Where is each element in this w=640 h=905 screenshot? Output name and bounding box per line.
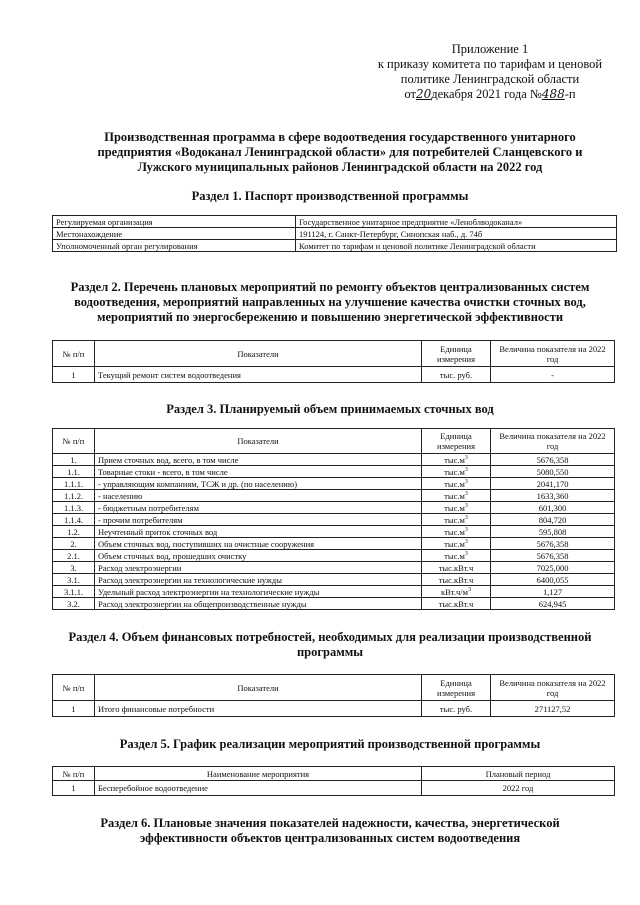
row-unit — [422, 701, 491, 717]
row-unit-sup: 3 — [464, 478, 468, 485]
table-row — [53, 781, 615, 796]
row-value: 1633,360 — [491, 490, 615, 502]
table-header-row — [53, 341, 615, 367]
row-unit-sup: 3 — [464, 526, 468, 533]
header-name: Показатели — [95, 675, 422, 701]
header-name: Показатели — [95, 429, 422, 454]
row-unit — [422, 490, 491, 502]
appendix-suffix: -п — [564, 87, 576, 101]
row-unit-text: тыс.кВт.ч — [438, 574, 474, 585]
table-row — [53, 538, 615, 550]
header-value: Величина показателя на 2022 год — [491, 675, 615, 701]
row-unit-text: тыс.м — [444, 454, 465, 465]
row-unit-text: тыс.м — [444, 466, 465, 477]
table-row — [53, 502, 615, 514]
table-row — [53, 228, 617, 240]
row-name: Удельный расход электроэнергии на технологические нужды — [95, 586, 422, 598]
table-row — [53, 586, 615, 598]
row-unit — [422, 367, 491, 383]
appendix-line-1: Приложение 1 — [451, 42, 529, 56]
row-unit-text: тыс.кВт.ч — [438, 562, 474, 573]
table-row — [53, 562, 615, 574]
row-name: Неучтенный приток сточных вод — [95, 526, 422, 538]
row-unit — [422, 586, 491, 598]
row-unit-text: тыс. руб. — [439, 369, 473, 380]
passport-value: Комитет по тарифам и ценовой политике Ленинградской области — [296, 240, 617, 252]
header-num: № п/п — [53, 429, 95, 454]
row-num: 2.1. — [53, 550, 95, 562]
row-num: 1.2. — [53, 526, 95, 538]
financial-needs-table — [52, 674, 615, 717]
row-unit-sup: 3 — [464, 514, 468, 521]
row-name: Товарные стоки - всего, в том числе — [95, 466, 422, 478]
repair-measures-table — [52, 340, 615, 383]
row-unit — [422, 466, 491, 478]
passport-value: Государственное унитарное предприятие «Леноблводоканал» — [296, 216, 617, 228]
table-row — [53, 598, 615, 610]
header-num: № п/п — [53, 767, 95, 781]
appendix-order-number: 488 — [541, 87, 565, 101]
row-value: - — [491, 367, 615, 383]
row-value: 5676,358 — [491, 454, 615, 466]
appendix-date-mid: декабря 2021 года № — [431, 87, 542, 101]
schedule-table — [52, 766, 615, 796]
header-num: № п/п — [53, 341, 95, 367]
table-row — [53, 550, 615, 562]
row-unit — [422, 598, 491, 610]
passport-label: Местонахождение — [53, 228, 296, 240]
row-name: - бюджетным потребителям — [95, 502, 422, 514]
row-num: 1.1.1. — [53, 478, 95, 490]
row-unit-sup: 3 — [464, 550, 468, 557]
appendix-block — [360, 42, 620, 102]
table-row — [53, 367, 615, 383]
row-name: Расход электроэнергии — [95, 562, 422, 574]
row-num: 1 — [53, 781, 95, 796]
header-num: № п/п — [53, 675, 95, 701]
row-unit — [422, 502, 491, 514]
section-2-heading — [30, 280, 630, 325]
row-unit — [422, 478, 491, 490]
title-line-2: предприятия «Водоканал Ленинградской области» для потребителей Сланцевского и — [97, 145, 583, 159]
row-num: 1.1.2. — [53, 490, 95, 502]
section-1-heading: Раздел 1. Паспорт производственной программы — [191, 189, 469, 203]
header-period: Плановый период — [422, 767, 615, 781]
table-row — [53, 574, 615, 586]
row-unit-text: тыс.м — [444, 490, 465, 501]
row-period: 2022 год — [422, 781, 615, 796]
header-name: Наименование мероприятия — [95, 767, 422, 781]
row-unit-text: тыс.кВт.ч — [438, 598, 474, 609]
row-name: Прием сточных вод, всего, в том числе — [95, 454, 422, 466]
row-name: Объем сточных вод, прошедших очистку — [95, 550, 422, 562]
row-name: Расход электроэнергии на общепроизводственные нужды — [95, 598, 422, 610]
row-unit-text: тыс.м — [444, 550, 465, 561]
appendix-line-3: политике Ленинградской области — [400, 72, 580, 86]
section-3-heading: Раздел 3. Планируемый объем принимаемых сточных вод — [166, 402, 494, 416]
table-row — [53, 701, 615, 717]
title-line-3: Лужского муниципальных районов Ленинградской области на 2022 год — [137, 160, 543, 174]
table-row — [53, 216, 617, 228]
section-6-heading-line-2: эффективности объектов централизованных систем водоотведения — [139, 831, 521, 845]
row-value: 5080,550 — [491, 466, 615, 478]
table-row — [53, 466, 615, 478]
table-header-row — [53, 675, 615, 701]
passport-value: 191124, г. Санкт-Петербург, Синопская наб., д. 74б — [296, 228, 617, 240]
table-row — [53, 490, 615, 502]
appendix-day: 20 — [415, 87, 432, 101]
row-value: 595,808 — [491, 526, 615, 538]
section-4-heading — [30, 630, 630, 660]
row-unit — [422, 574, 491, 586]
wastewater-volume-table — [52, 428, 615, 610]
row-num: 1.1.3. — [53, 502, 95, 514]
row-num: 1.1.4. — [53, 514, 95, 526]
row-unit-text: тыс.м — [444, 538, 465, 549]
row-name: Объем сточных вод, поступивших на очистные сооружения — [95, 538, 422, 550]
row-value: 271127,52 — [491, 701, 615, 717]
table-header-row — [53, 767, 615, 781]
row-num: 1. — [53, 454, 95, 466]
row-unit-sup: 3 — [468, 586, 471, 593]
header-value: Величина показателя на 2022 год — [491, 429, 615, 454]
section-5-heading: Раздел 5. График реализации мероприятий производственной программы — [119, 737, 541, 751]
row-name: Итого финансовые потребности — [95, 701, 422, 717]
header-name: Показатели — [95, 341, 422, 367]
row-unit-text: тыс.м — [444, 502, 465, 513]
row-unit — [422, 562, 491, 574]
row-value: 601,300 — [491, 502, 615, 514]
row-unit-sup: 3 — [464, 466, 468, 473]
row-num: 3. — [53, 562, 95, 574]
row-name: - прочим потребителям — [95, 514, 422, 526]
row-unit-text: кВт.ч/м — [440, 586, 468, 597]
row-unit-text: тыс.м — [444, 514, 465, 525]
row-num: 1 — [53, 367, 95, 383]
header-value: Величина показателя на 2022 год — [491, 341, 615, 367]
passport-label: Регулируемая организация — [53, 216, 296, 228]
section-2-heading-line-3: мероприятий по энергосбережению и повышению энергетической эффективности — [96, 310, 564, 324]
table-row — [53, 478, 615, 490]
row-num: 3.2. — [53, 598, 95, 610]
row-unit — [422, 526, 491, 538]
row-value: 804,720 — [491, 514, 615, 526]
row-num: 3.1.1. — [53, 586, 95, 598]
row-unit-text: тыс. руб. — [439, 703, 473, 714]
appendix-date-prefix: от — [404, 87, 416, 101]
row-unit-text: тыс.м — [444, 526, 465, 537]
row-value: 1,127 — [491, 586, 615, 598]
row-value: 5676,358 — [491, 538, 615, 550]
title-line-1: Производственная программа в сфере водоотведения государственного унитарного — [104, 130, 576, 144]
row-value: 5676,358 — [491, 550, 615, 562]
row-value: 2041,170 — [491, 478, 615, 490]
header-unit: Единица измерения — [422, 675, 491, 701]
row-name: Бесперебойное водоотведение — [95, 781, 422, 796]
section-6-heading — [30, 816, 630, 846]
table-row — [53, 240, 617, 252]
row-name: Расход электроэнергии на технологические нужды — [95, 574, 422, 586]
section-6-heading-line-1: Раздел 6. Плановые значения показателей надежности, качества, энергетической — [100, 816, 560, 830]
row-unit-sup: 3 — [464, 502, 468, 509]
header-unit: Единица измерения — [422, 429, 491, 454]
row-num: 1.1. — [53, 466, 95, 478]
row-unit-sup: 3 — [464, 538, 468, 545]
row-value: 6400,055 — [491, 574, 615, 586]
passport-table — [52, 215, 617, 252]
table-row — [53, 514, 615, 526]
table-row — [53, 454, 615, 466]
row-value: 624,945 — [491, 598, 615, 610]
passport-label: Уполномоченный орган регулирования — [53, 240, 296, 252]
row-unit — [422, 550, 491, 562]
row-unit — [422, 538, 491, 550]
section-4-heading-line-2: программы — [296, 645, 364, 659]
appendix-line-4 — [360, 87, 620, 102]
row-unit — [422, 454, 491, 466]
section-2-heading-line-2: водоотведения, мероприятий направленных на улучшение качества очистки сточных вод, — [74, 295, 586, 309]
row-num: 2. — [53, 538, 95, 550]
row-num: 1 — [53, 701, 95, 717]
row-unit-sup: 3 — [464, 490, 468, 497]
section-4-heading-line-1: Раздел 4. Объем финансовых потребностей, необходимых для реализации производственной — [68, 630, 592, 644]
row-num: 3.1. — [53, 574, 95, 586]
table-row — [53, 526, 615, 538]
row-unit-sup: 3 — [464, 454, 468, 461]
table-header-row — [53, 429, 615, 454]
header-unit: Единица измерения — [422, 341, 491, 367]
appendix-line-2: к приказу комитета по тарифам и ценовой — [377, 57, 603, 71]
row-name: - управляющим компаниям, ТСЖ и др. (по населению) — [95, 478, 422, 490]
row-unit — [422, 514, 491, 526]
section-2-heading-line-1: Раздел 2. Перечень плановых мероприятий по ремонту объектов централизованных систем — [70, 280, 590, 294]
document-title — [60, 130, 620, 175]
row-name: Текущий ремонт систем водоотведения — [95, 367, 422, 383]
row-name: - населению — [95, 490, 422, 502]
row-value: 7025,000 — [491, 562, 615, 574]
row-unit-text: тыс.м — [444, 478, 465, 489]
